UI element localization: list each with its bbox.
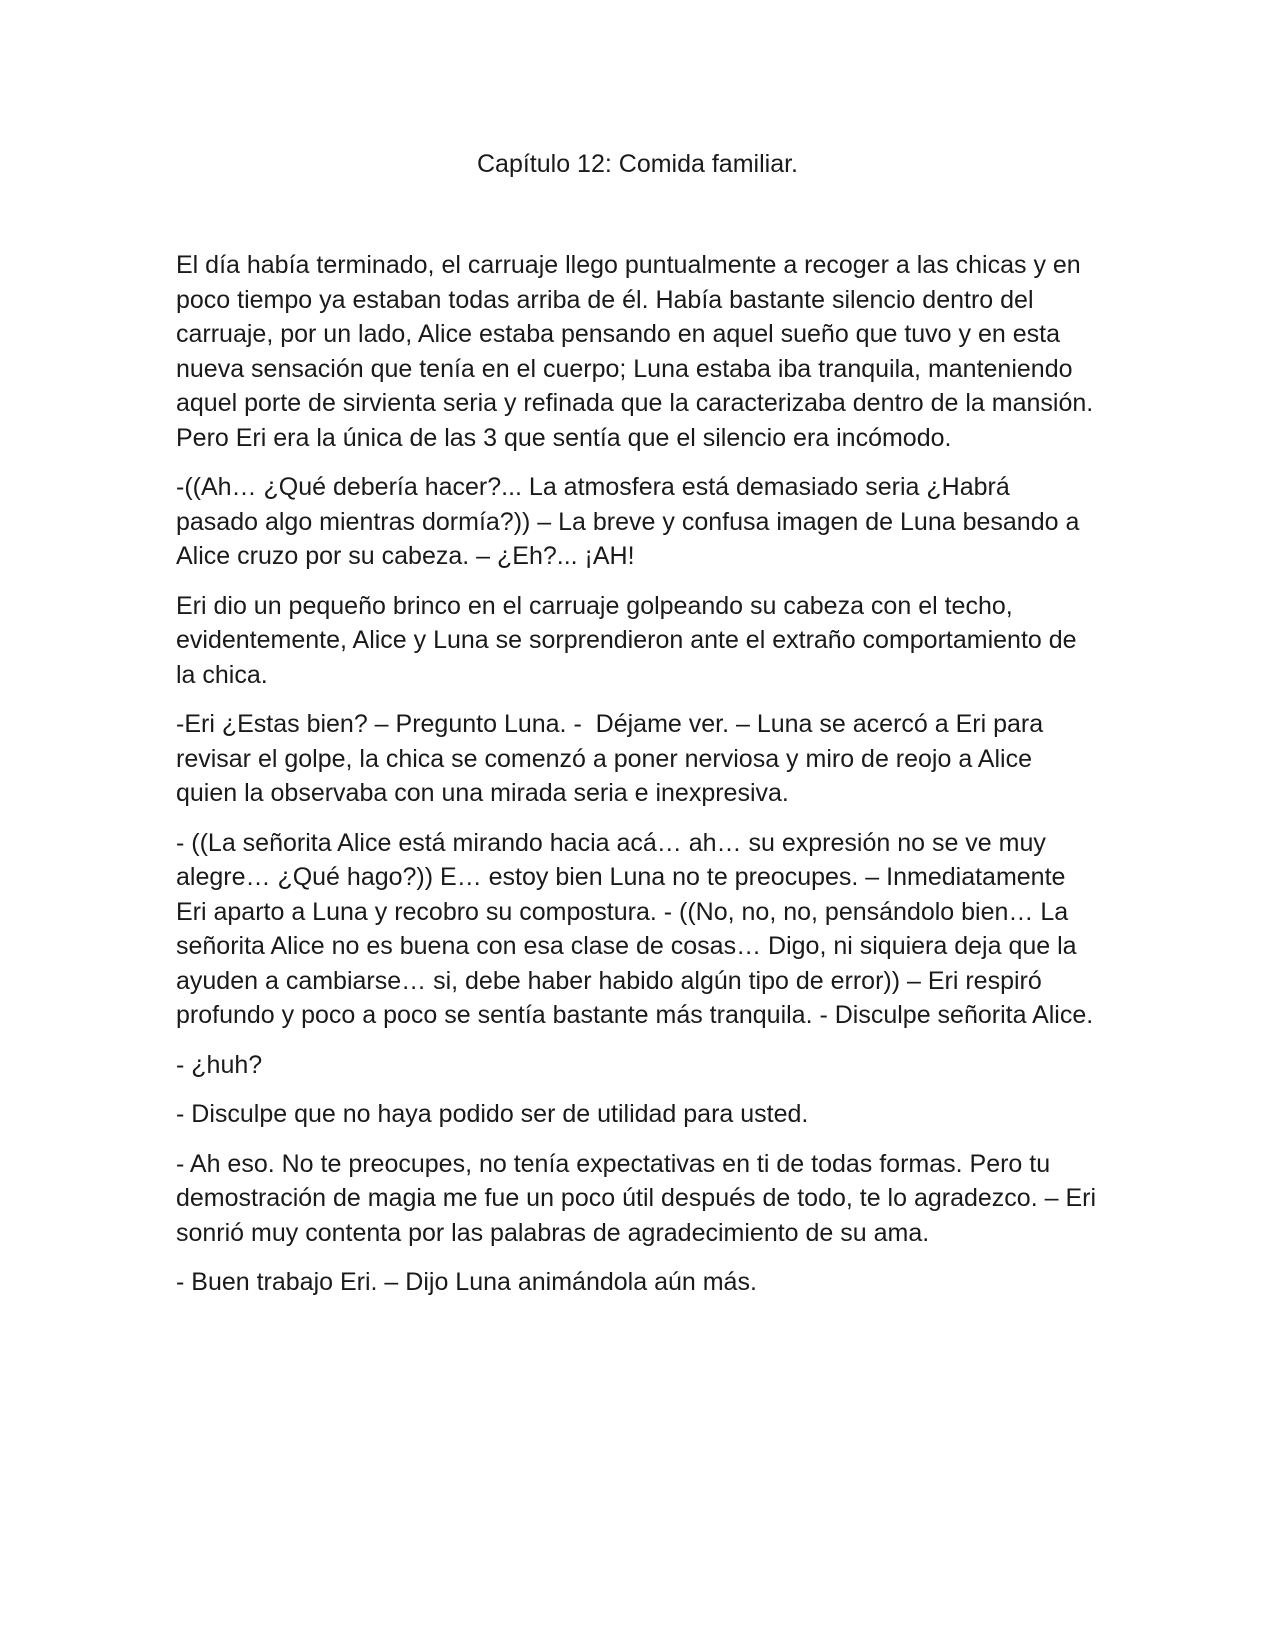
paragraph: - Buen trabajo Eri. – Dijo Luna animándola aún más. — [176, 1268, 757, 1296]
paragraph: Eri dio un pequeño brinco en el carruaje golpeando su cabeza con el techo, evidentemente, Alice y Luna se sorprendieron ante el extraño comportamiento de la chica. — [176, 591, 1084, 689]
paragraph: - ¿huh? — [176, 1050, 263, 1079]
paragraph: El día había terminado, el carruaje llego puntualmente a recoger a las chicas y en poco tiempo ya estaban todas arriba de él. Había bastante silencio dentro del carruaje, por un lado, Alice estaba pensando en aquel sueño que tuvo y en esta nueva sensación que tenía en el cuerpo; Luna estaba iba tranquila, manteniendo aquel porte de sirvienta seria y refinada que la caracterizaba dentro de la mansión. Pero Eri era la única de las 3 que sentía que el silencio era incómodo. — [176, 251, 1101, 452]
paragraph: -((Ah… ¿Qué debería hacer?... La atmosfera está demasiado seria ¿Habrá pasado algo mientras dormía?)) – La breve y confusa imagen de Luna besando a Alice cruzo por su cabeza. – ¿Eh?... ¡AH! — [176, 473, 1085, 570]
paragraph: - Ah eso. No te preocupes, no tenía expectativas en ti de todas formas. Pero tu demostración de magia me fue un poco útil después de todo, te lo agradezco. – Eri sonrió muy contenta por las palabras de agradecimiento de su ama. — [176, 1149, 1103, 1247]
paragraph: - ((La señorita Alice está mirando hacia acá… ah… su expresión no se ve muy alegre… ¿Qué hago?)) E… estoy bien Luna no te preocupes. – Inmediatamente Eri aparto a Luna y recobro su compostura. - ((No, no, no, pensándolo bien… La señorita Alice no es buena con esa clase de cosas… Digo, ni siquiera deja que la ayuden a cambiarse… si, debe haber habido algún tipo de error)) – Eri respiró profundo y poco a poco se sentía bastante más tranquila. - Disculpe señorita Alice. — [176, 828, 1094, 1029]
paragraph: -Eri ¿Estas bien? – Pregunto Luna. - Déjame ver. – Luna se acercó a Eri para revisar el golpe, la chica se comenzó a poner nerviosa y miro de reojo a Alice quien la observaba con una mirada seria e inexpresiva. — [176, 710, 1051, 807]
chapter-title: Capítulo 12: Comida familiar. — [477, 150, 798, 178]
chapter-body — [176, 248, 1103, 1315]
paragraph: - Disculpe que no haya podido ser de utilidad para usted. — [176, 1100, 809, 1128]
